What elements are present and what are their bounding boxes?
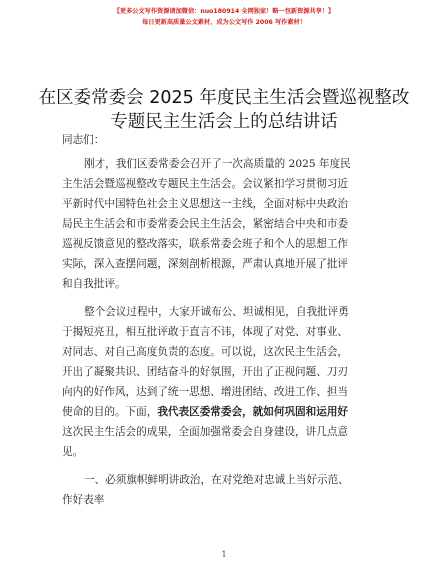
paragraph-2-line: 见。 [62, 446, 84, 458]
paragraph-1-line: 和自我批评。 [62, 278, 126, 290]
paragraph-2-line-6 [62, 402, 392, 422]
paragraph-2-line-6-normal: 使命的目的。下面， [62, 406, 158, 418]
salutation-text: 同志们： [62, 134, 105, 146]
paragraph-2 [62, 302, 392, 462]
paragraph-2-line: 这次民主生活会的成果，全面加强常委会自身建设，讲几点意 [62, 426, 349, 438]
page-number: 1 [221, 550, 227, 559]
paragraph-2-line: 于揭短亮丑，相互批评敢于直言不讳，体现了对党、对事业、 [62, 326, 349, 338]
section-1-heading-line: 作好表率 [62, 494, 105, 506]
promo-banner-line-2: 每日更新高质量公文素材，成为公文写作 2006 写作素材！ [142, 19, 306, 26]
salutation [62, 130, 392, 150]
paragraph-1-line: 刚才，我们区委常委会召开了一次高质量的 2025 年度民 [84, 158, 351, 170]
paragraph-2-line: 对同志、对自己高度负责的态度。可以说，这次民主生活会， [62, 346, 349, 358]
paragraph-1-line: 平新时代中国特色社会主义思想这一主线，全面对标中央政治 [62, 198, 349, 210]
document-title-line-2: 专题民主生活会上的总结讲话 [110, 112, 338, 132]
paragraph-2-line: 整个会议过程中，大家开诚布公、坦诚相见，自我批评勇 [84, 306, 349, 318]
paragraph-2-line: 开出了凝聚共识、团结奋斗的好氛围，开出了正视问题、刀刃 [62, 366, 349, 378]
paragraph-2-line: 向内的好作风，达到了统一思想、增进团结、改进工作、担当 [62, 386, 349, 398]
section-1-heading-line: 一、必须旗帜鲜明讲政治，在对党绝对忠诚上当好示范、 [84, 474, 349, 486]
promo-banner-line-1: 【更多公文写作资源请加微信：nuo180914 全网独家！略一包新资源共享！】 [113, 8, 335, 15]
paragraph-1 [62, 154, 392, 294]
paragraph-1-line: 实际，深入查摆问题，深刻剖析根源，严肃认真地开展了批评 [62, 258, 349, 270]
paragraph-1-line: 局民主生活会和市委常委会民主生活会，紧密结合中央和市委 [62, 218, 349, 230]
document-title-line-1: 在区委常委会 2025 年度民主生活会暨巡视整改 [38, 88, 410, 108]
paragraph-2-line-6-bold: 我代表区委常委会，就如何巩固和运用好 [157, 406, 349, 418]
section-1-heading [62, 470, 392, 510]
paragraph-1-line: 主生活会暨巡视整改专题民主生活会。会议紧扣学习贯彻习近 [62, 178, 349, 190]
paragraph-1-line: 巡视反馈意见的整改落实，联系常委会班子和个人的思想工作 [62, 238, 349, 250]
